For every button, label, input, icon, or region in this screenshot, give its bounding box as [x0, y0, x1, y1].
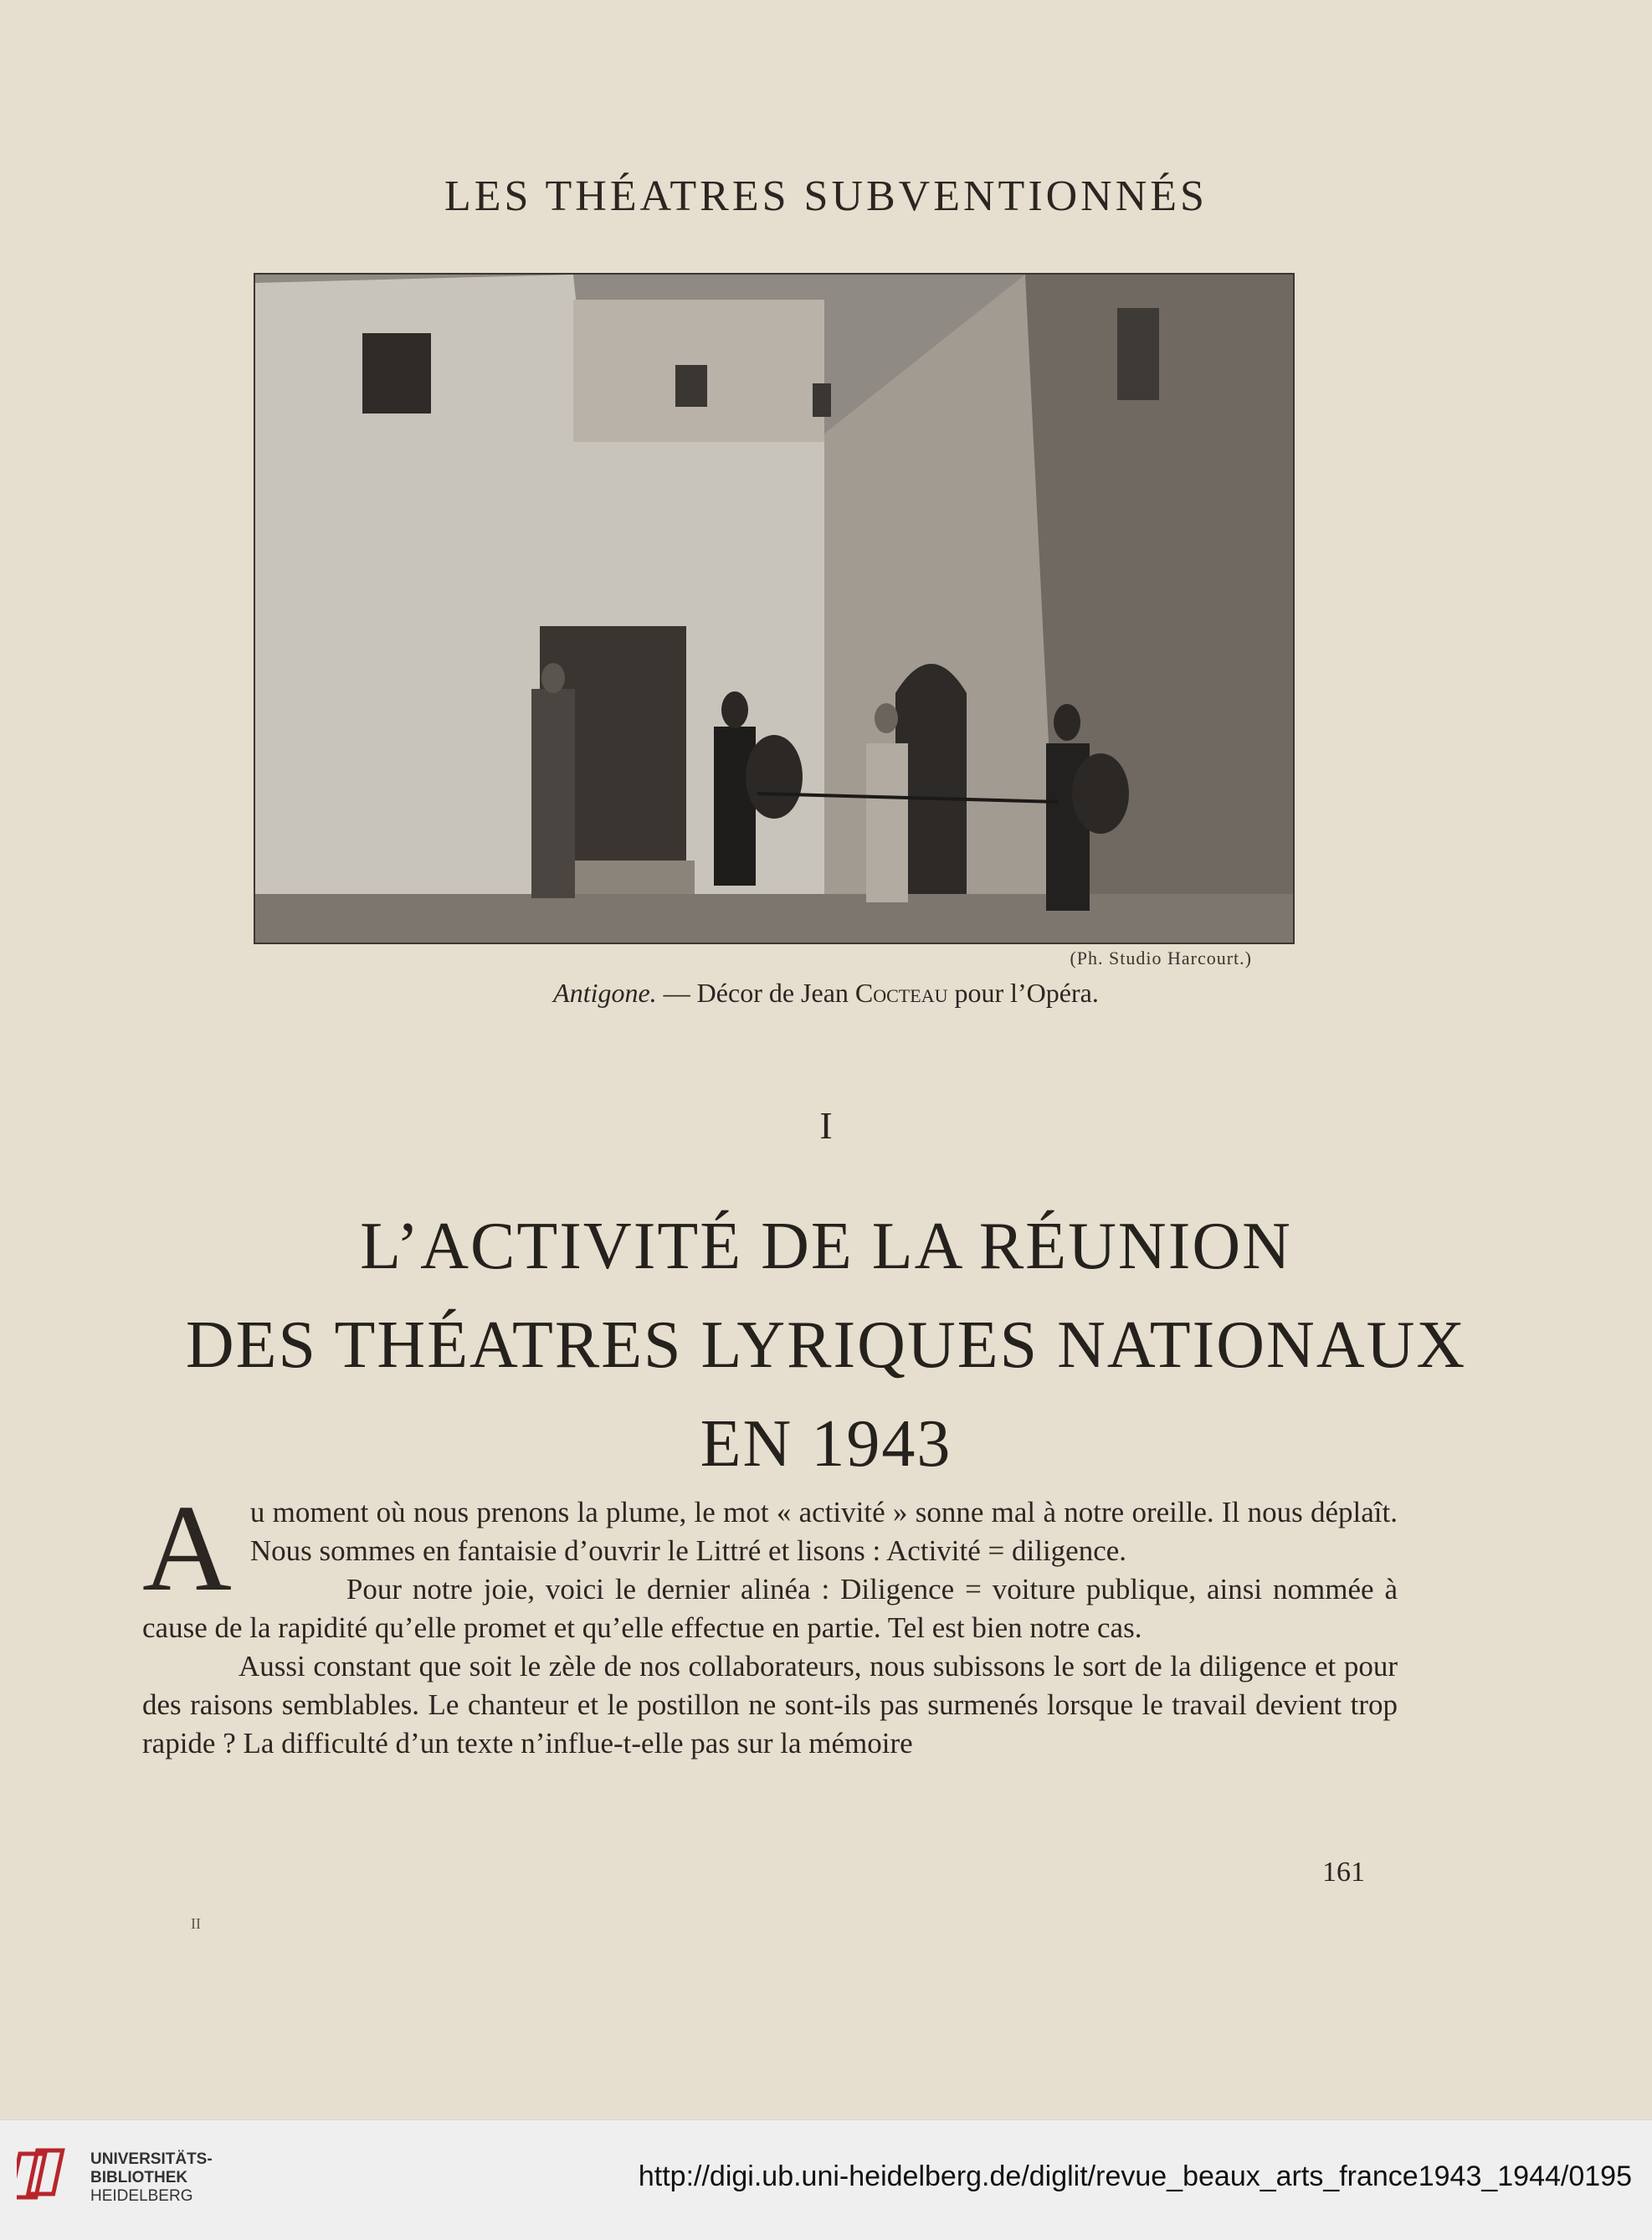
page-number: 161 [1322, 1857, 1365, 1888]
paragraph-3: Aussi constant que soit le zèle de nos collaborateurs, nous subissons le sort de la diligence et pour des raisons semblables. Le chanteur et le postillon ne sont-ils pas surmenés lorsque le travail devient trop rapide ? La difficulté d’un texte n’influe-t-elle pas sur la mémoire [142, 1650, 1398, 1760]
title-line-3: EN 1943 [700, 1407, 952, 1481]
library-name-line-3: HEIDELBERG [90, 2187, 193, 2205]
paragraph-1-text: u moment où nous prenons la plume, le mot « activité » sonne mal à notre oreille. Il nous déplaît. Nous sommes en fantaisie d’ouvrir le Littré et lisons : Activité = diligence. [249, 1496, 1398, 1567]
photo-caption [0, 978, 1652, 1009]
signature-mark: II [191, 1915, 201, 1932]
library-name [90, 2150, 213, 2206]
title-line-2: DES THÉATRES LYRIQUES NATIONAUX [185, 1308, 1467, 1382]
running-head: LES THÉATRES SUBVENTIONNÉS [444, 172, 1208, 220]
article-body [142, 1480, 1398, 1763]
library-name-line-1: UNIVERSITÄTS- [90, 2150, 213, 2168]
source-url[interactable]: http://digi.ub.uni-heidelberg.de/diglit/revue_beaux_arts_france1943_1944/0195 [638, 2160, 1632, 2192]
caption-author: Cocteau [854, 978, 948, 1008]
library-footer [0, 2119, 1652, 2240]
library-name-line-2: BIBLIOTHEK [90, 2169, 188, 2186]
stage-photograph [254, 273, 1295, 944]
section-number: I [819, 1104, 833, 1147]
caption-title: Antigone. [553, 978, 657, 1008]
caption-middle: — Décor de Jean [656, 978, 855, 1008]
article-title [0, 1197, 1652, 1493]
title-line-1: L’ACTIVITÉ DE LA RÉUNION [360, 1210, 1292, 1283]
drop-cap: A [142, 1480, 232, 1617]
photo-credit: (Ph. Studio Harcourt.) [1070, 948, 1252, 968]
caption-end: pour l’Opéra. [947, 978, 1099, 1008]
library-logo-icon [17, 2145, 77, 2206]
paragraph-2: Pour notre joie, voici le dernier alinéa : Diligence = voiture publique, ainsi nommée à cause de la rapidité qu’elle promet et qu’elle effectue en partie. Tel est bien notre cas. [142, 1573, 1398, 1644]
